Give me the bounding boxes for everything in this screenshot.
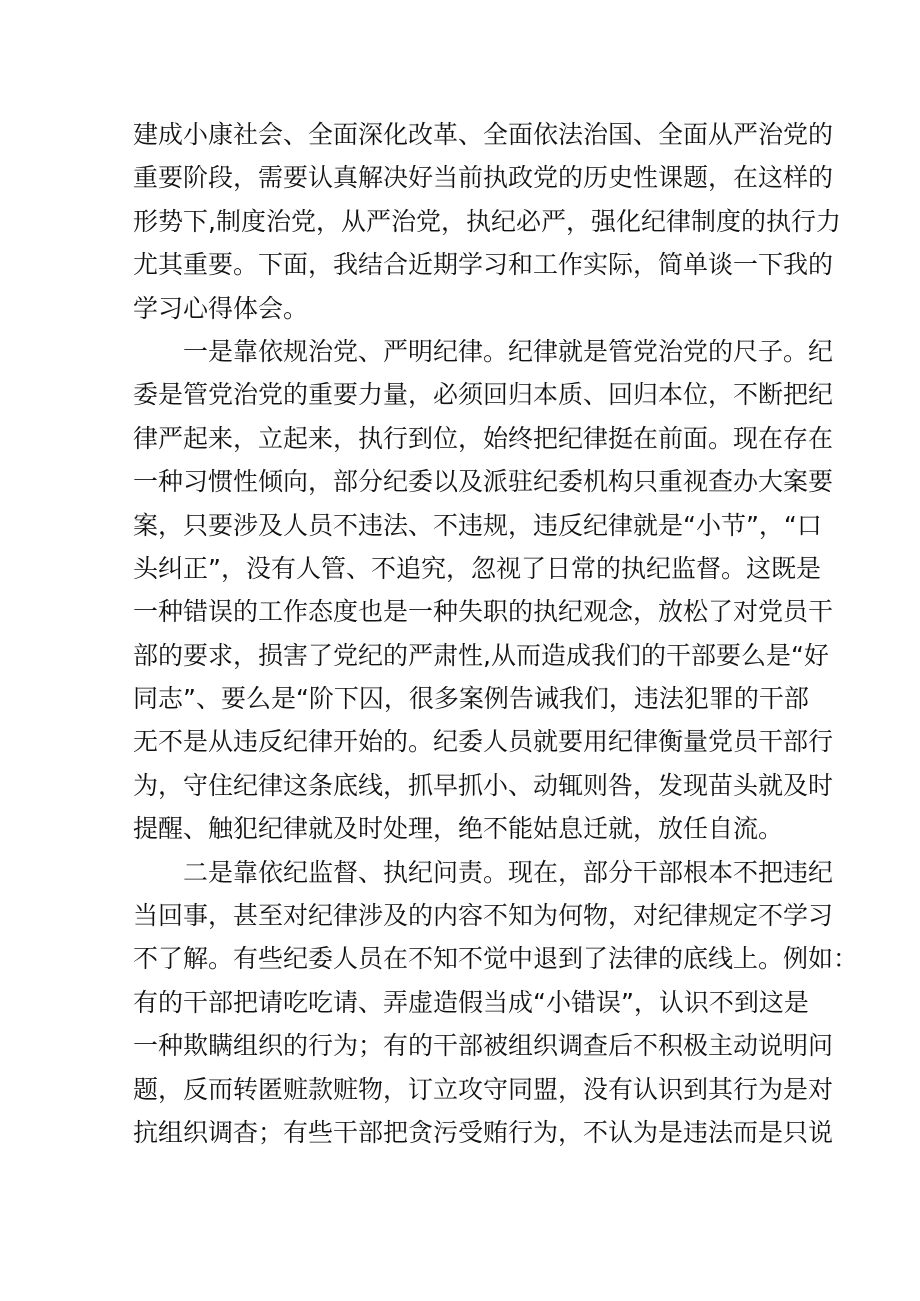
paragraph-line: 头纠正”，没有人管、不追究，忽视了日常的执纪监督。这既是 [133,553,821,583]
paragraph-first-line: 一是靠依规治党、严明纪律。纪律就是管党治党的尺子。纪 [183,336,834,366]
paragraph-line: 尤其重要。下面，我结合近期学习和工作实际，简单谈一下我的 [133,250,834,280]
paragraph-line: 委是管党治党的重要力量，必须回归本质、回归本位，不断把纪 [133,380,834,410]
paragraph-line: 一种习惯性倾向，部分纪委以及派驻纪委机构只重视查办大案要 [133,467,834,497]
paragraph-line: 不了解。有些纪委人员在不知不觉中退到了法律的底线上。例如： [133,944,859,974]
paragraph-line: 建成小康社会、全面深化改革、全面依法治国、全面从严治党的 [133,120,834,149]
paragraph-first-line: 二是靠依纪监督、执纪问责。现在，部分干部根本不把违纪 [183,857,834,887]
paragraph-line: 部的要求，损害了党纪的严肃性,从而造成我们的干部要么是“好 [133,640,829,670]
paragraph-line: 提醒、触犯纪律就及时处理，绝不能姑息迁就，放任自流。 [133,814,784,844]
paragraph-line: 重要阶段，需要认真解决好当前执政党的历史性课题，在这样的 [133,163,834,193]
paragraph-line: 一种错误的工作态度也是一种失职的执纪观念，放松了对党员干 [133,597,834,627]
paragraph-line: 律严起来，立起来，执行到位，始终把纪律挺在前面。现在存在 [133,423,834,453]
document-body [133,113,859,1154]
paragraph-line: 题，反而转匿赃款赃物，订立攻守同盟，没有认识到其行为是对 [133,1074,834,1104]
paragraph-line: 为，守住纪律这条底线，抓早抓小、动辄则咎，发现苗头就及时 [133,770,834,800]
paragraph-line: 抗组织调杳；有些干部把贪污受贿行为，不认为是违法而是只说 [133,1117,834,1147]
paragraph-line: 有的干部把请吃吃请、弄虚造假当成“小错误”，认识不到这是 [133,987,809,1017]
paragraph-line: 形势下,制度治党，从严治党，执纪必严，强化纪律制度的执行力 [133,206,841,236]
paragraph-line: 案，只要涉及人员不违法、不违规，违反纪律就是“小节”，“口 [133,510,822,540]
paragraph-line: 一种欺瞒组织的行为；有的干部被组织调查后不积极主动说明问 [133,1031,834,1061]
paragraph-line: 同志”、要么是“阶下囚，很多案例告诫我们，违法犯罪的干部 [133,684,809,714]
paragraph-line: 当回事，甚至对纪律涉及的内容不知为何物，对纪律规定不学习 [133,901,834,931]
paragraph-line: 学习心得体会。 [133,293,309,323]
paragraph-line: 无不是从违反纪律开始的。纪委人员就要用纪律衡量党员干部行 [133,727,834,757]
